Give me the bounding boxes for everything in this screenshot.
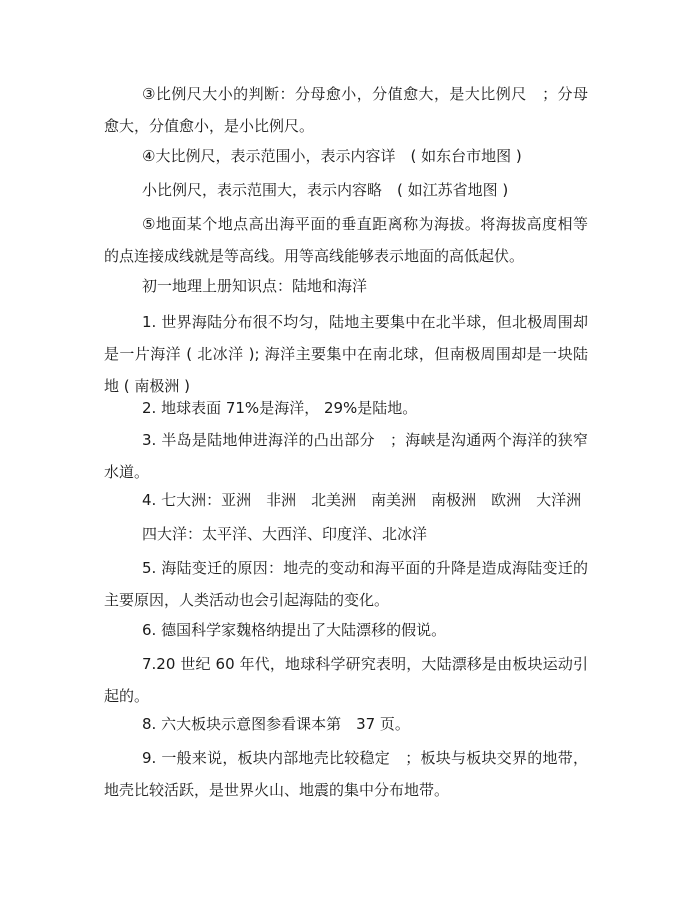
list-item-6: 6. 德国科学家魏格纳提出了大陆漂移的假说。 — [142, 621, 447, 639]
paragraph-altitude-contour: ⑤地面某个地点高出海平面的垂直距离称为海拔。将海拔高度相等的点连接成线就是等高线。用等高线能够表示地面的高低起伏。 — [104, 215, 588, 265]
paragraph-scale-judgement: ③比例尺大小的判断：分母愈小，分值愈大，是大比例尺 ；分母愈大，分值愈小，是小比例尺。 — [104, 85, 588, 135]
list-item-5: 5. 海陆变迁的原因：地壳的变动和海平面的升降是造成海陆变迁的主要原因，人类活动也会引起海陆的变化。 — [104, 559, 588, 609]
list-item-4-oceans: 四大洋：太平洋、大西洋、印度洋、北冰洋 — [142, 525, 428, 543]
list-item-7: 7.20 世纪 60 年代，地球科学研究表明，大陆漂移是由板块运动引起的。 — [104, 655, 588, 705]
paragraph-small-scale: 小比例尺，表示范围大，表示内容略 ( 如江苏省地图 ) — [142, 181, 509, 199]
list-item-9: 9. 一般来说，板块内部地壳比较稳定 ；板块与板块交界的地带，地壳比较活跃，是世界火山、地震的集中分布地带。 — [104, 749, 588, 799]
list-item-2: 2. 地球表面 71%是海洋， 29%是陆地。 — [142, 399, 418, 417]
paragraph-large-scale: ④大比例尺，表示范围小，表示内容详 ( 如东台市地图 ) — [142, 147, 522, 165]
list-item-3: 3. 半岛是陆地伸进海洋的凸出部分 ；海峡是沟通两个海洋的狭窄水道。 — [104, 431, 588, 481]
list-item-1: 1. 世界海陆分布很不均匀，陆地主要集中在北半球，但北极周围却是一片海洋 ( 北冰洋 ); 海洋主要集中在南北球，但南极周围却是一块陆地 ( 南极洲 ) — [104, 313, 588, 395]
list-item-8: 8. 六大板块示意图参看课本第 37 页。 — [142, 715, 410, 733]
list-item-4: 4. 七大洲：亚洲 非洲 北美洲 南美洲 南极洲 欧洲 大洋洲 — [142, 491, 582, 509]
section-heading-land-sea: 初一地理上册知识点：陆地和海洋 — [142, 277, 368, 295]
